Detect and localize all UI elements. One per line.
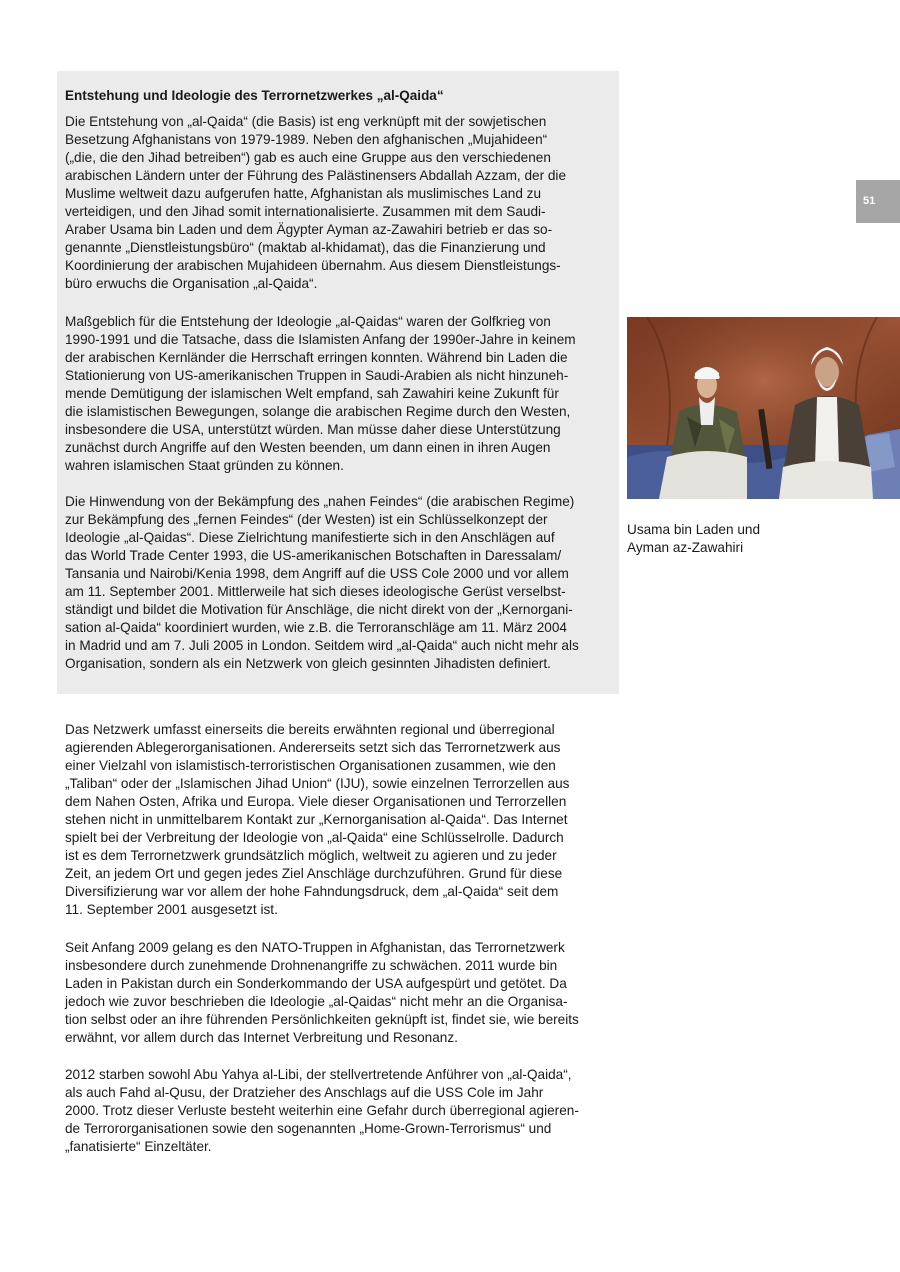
- text-line: „Taliban“ oder der „Islamischen Jihad Union“ (IJU), sowie einzelnen Terrorzellen aus: [65, 776, 570, 791]
- text-line: Tansania und Nairobi/Kenia 1998, dem Angriff auf die USS Cole 2000 und vor allem: [65, 566, 569, 581]
- text-line: mende Demütigung der islamischen Welt empfand, sah Zawahiri keine Zukunft für: [65, 386, 559, 401]
- text-line: am 11. September 2001. Mittlerweile hat sich dieses ideologische Gerüst verselbst-: [65, 584, 566, 599]
- text-line: Seit Anfang 2009 gelang es den NATO-Truppen in Afghanistan, das Terrornetzwerk: [65, 940, 565, 955]
- text-line: einer Vielzahl von islamistisch-terroristischen Organisationen zusammen, wie den: [65, 758, 556, 773]
- text-line: zur Bekämpfung des „fernen Feindes“ (der Westen) ist ein Schlüsselkonzept der: [65, 512, 548, 527]
- caption-line: Usama bin Laden und: [627, 522, 761, 537]
- text-line: tion selbst oder an ihre führenden Persönlichkeiten geknüpft ist, findet sie, wie bereits: [65, 1012, 579, 1027]
- text-line: genannte „Dienstleistungsbüro“ (maktab al-khidamat), das die Finanzierung und: [65, 240, 546, 255]
- text-line: insbesondere die USA, unterstützt würden. Man müsse daher diese Unterstützung: [65, 422, 561, 437]
- box-paragraph-3: [65, 493, 579, 673]
- text-line: 11. September 2001 ausgesetzt ist.: [65, 902, 278, 917]
- text-line: der arabischen Kernländer die Herrschaft erringen konnten. Während bin Laden die: [65, 350, 568, 365]
- text-line: dem Nahen Osten, Afrika und Europa. Viele dieser Organisationen und Terrorzellen: [65, 794, 567, 809]
- text-line: de Terrororganisationen sowie den sogenannten „Home-Grown-Terrorismus“ und: [65, 1121, 552, 1136]
- text-line: ist es dem Terrornetzwerk grundsätzlich möglich, weltweit zu agieren und zu jeder: [65, 848, 557, 863]
- photo: [627, 317, 900, 499]
- text-line: Diversifizierung war vor allem der hohe Fahndungsdruck, dem „al-Qaida“ seit dem: [65, 884, 559, 899]
- box-paragraph-2: [65, 313, 576, 475]
- text-line: 1990-1991 und die Tatsache, dass die Islamisten Anfang der 1990er-Jahre in keinem: [65, 332, 576, 347]
- text-line: büro erwuchs die Organisation „al-Qaida“.: [65, 276, 318, 291]
- box-paragraph-1: [65, 113, 566, 293]
- text-line: Laden in Pakistan durch ein Sonderkommando der USA aufgespürt und getötet. Da: [65, 976, 567, 991]
- text-line: 2012 starben sowohl Abu Yahya al-Libi, der stellvertretende Anführer von „al-Qaida“,: [65, 1067, 572, 1082]
- text-line: in Madrid und am 7. Juli 2005 in London. Seitdem wird „al-Qaida“ auch nicht mehr als: [65, 638, 579, 653]
- text-line: Zeit, an jedem Ort und gegen jedes Ziel Anschläge durchzuführen. Grund für diese: [65, 866, 563, 881]
- text-line: Maßgeblich für die Entstehung der Ideologie „al-Qaidas“ waren der Golfkrieg von: [65, 314, 551, 329]
- text-line: Das Netzwerk umfasst einerseits die bereits erwähnten regional und überregional: [65, 722, 555, 737]
- photo-caption: [627, 521, 760, 557]
- body-paragraph-2: [65, 939, 579, 1047]
- caption-line: Ayman az-Zawahiri: [627, 540, 744, 555]
- text-line: Organisation, sondern als ein Netzwerk von gleich gesinnten Jihadisten definiert.: [65, 656, 551, 671]
- text-line: stehen nicht in unmittelbarem Kontakt zur „Kernorganisation al-Qaida“. Das Internet: [65, 812, 568, 827]
- text-line: Besetzung Afghanistans von 1979-1989. Neben den afghanischen „Mujahideen“: [65, 132, 548, 147]
- text-line: agierenden Ablegerorganisationen. Andererseits setzt sich das Terrornetzwerk aus: [65, 740, 561, 755]
- text-line: erwähnt, vor allem durch das Internet Verbreitung und Resonanz.: [65, 1030, 458, 1045]
- text-line: jedoch wie zuvor beschrieben die Ideologie „al-Qaidas“ nicht mehr an die Organisa-: [65, 994, 568, 1009]
- text-line: Muslime weltweit dazu aufgerufen hatte, Afghanistan als muslimisches Land zu: [65, 186, 542, 201]
- box-title: Entstehung und Ideologie des Terrornetzwerkes „al-Qaida“: [65, 88, 444, 103]
- text-line: Stationierung von US-amerikanischen Truppen in Saudi-Arabien als nicht hinzuneh-: [65, 368, 569, 383]
- text-line: Ideologie „al-Qaidas“. Diese Zielrichtung manifestierte sich in den Anschlägen auf: [65, 530, 555, 545]
- body-paragraph-1: [65, 721, 569, 919]
- text-line: zunächst durch Angriffe auf den Westen beenden, um dann einen in ihren Augen: [65, 440, 551, 455]
- text-line: „fanatisierte“ Einzeltäter.: [65, 1139, 212, 1154]
- text-line: Araber Usama bin Laden und dem Ägypter Ayman az-Zawahiri betrieb er das so-: [65, 222, 553, 237]
- page-number: 51: [863, 195, 876, 207]
- text-line: sation al-Qaida“ koordiniert wurden, wie z.B. die Terroranschläge am 11. März 2004: [65, 620, 567, 635]
- text-line: 2000. Trotz dieser Verluste besteht weiterhin eine Gefahr durch überregional agieren-: [65, 1103, 579, 1118]
- text-line: insbesondere durch zunehmende Drohnenangriffe zu schwächen. 2011 wurde bin: [65, 958, 558, 973]
- text-line: Die Entstehung von „al-Qaida“ (die Basis) ist eng verknüpft mit der sowjetischen: [65, 114, 547, 129]
- text-line: Die Hinwendung von der Bekämpfung des „nahen Feindes“ (die arabischen Regime): [65, 494, 575, 509]
- text-line: die islamistischen Bewegungen, solange die arabischen Regime durch den Westen,: [65, 404, 571, 419]
- text-line: spielt bei der Verbreitung der Ideologie von „al-Qaida“ eine Schlüsselrolle. Dadurch: [65, 830, 564, 845]
- text-line: als auch Fahd al-Qusu, der Dratzieher des Anschlags auf die USS Cole im Jahr: [65, 1085, 544, 1100]
- text-line: wahren islamischen Staat gründen zu können.: [65, 458, 344, 473]
- text-line: Koordinierung der arabischen Mujahideen übernahm. Aus diesem Dienstleistungs-: [65, 258, 561, 273]
- text-line: („die, die den Jihad betreiben“) gab es auch eine Gruppe aus den verschiedenen: [65, 150, 551, 165]
- body-paragraph-3: [65, 1066, 579, 1156]
- text-line: arabischen Ländern unter der Führung des Palästinensers Abdallah Azzam, der die: [65, 168, 567, 183]
- text-line: das World Trade Center 1993, die US-amerikanischen Botschaften in Daressalam/: [65, 548, 562, 563]
- text-line: verteidigen, und den Jihad somit internationalisierte. Zusammen mit dem Saudi-: [65, 204, 546, 219]
- text-line: ständigt und bildet die Motivation für Anschläge, die nicht direkt von der „Kernorgani-: [65, 602, 573, 617]
